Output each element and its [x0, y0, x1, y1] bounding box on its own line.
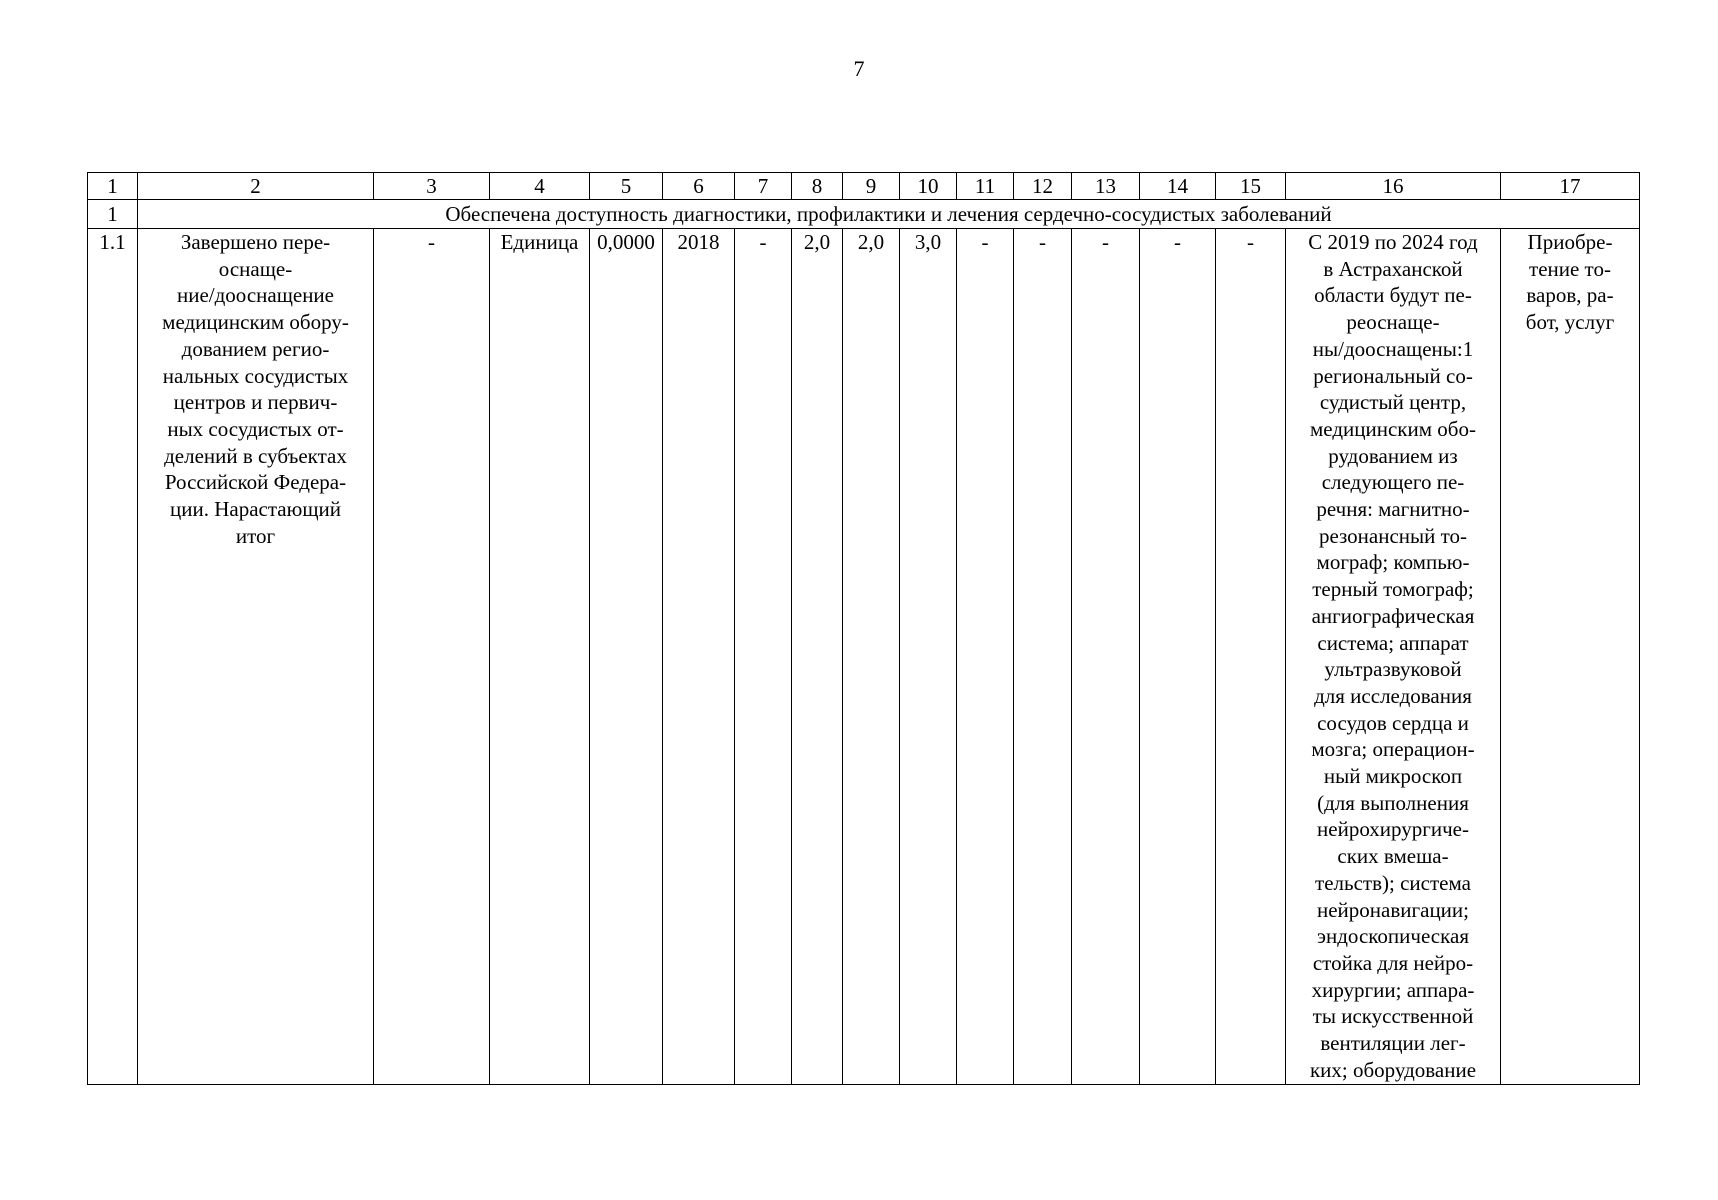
column-number-header: 2	[138, 173, 374, 200]
base-value-cell: 0,0000	[590, 229, 663, 1085]
column-number-header: 16	[1286, 173, 1501, 200]
column-number-header: 14	[1140, 173, 1216, 200]
column-number-header: 13	[1072, 173, 1140, 200]
cell-col-13: -	[1072, 229, 1140, 1085]
description-text: С 2019 по 2024 год в Астраханской области будут пе- реоснаще- ны/дооснащены:1 региональный со- судистый центр, медицинским обо- рудованием из следующего пе- речня: магнитно- резонансный то- мограф; компью- терный томограф; ангиографическая система; аппарат ультразвуковой для исследования сосудов сердца и мозга; операцион- ный микроскоп (для выполнения нейрохирургиче- ских вмеша- тельств); система нейронавигации; эндоскопическая стойка для нейро- хирургии; аппара- ты искусственной вентиляции лег- ких; оборудование	[1308, 230, 1478, 1082]
column-number-header: 8	[792, 173, 843, 200]
column-number-row	[88, 173, 1640, 200]
base-year-cell: 2018	[663, 229, 735, 1085]
column-number-header: 7	[735, 173, 792, 200]
section-number: 1	[88, 200, 138, 229]
cell-col-10: 3,0	[900, 229, 957, 1085]
cell-col-12: -	[1014, 229, 1072, 1085]
expense-type-text: Приобре- тение то- варов, ра- бот, услуг	[1525, 230, 1615, 335]
column-number-header: 17	[1501, 173, 1640, 200]
column-number-header: 12	[1014, 173, 1072, 200]
cell-col-7: -	[735, 229, 792, 1085]
cell-col-15: -	[1216, 229, 1286, 1085]
expense-type-cell	[1501, 229, 1640, 1085]
column-number-header: 1	[88, 173, 138, 200]
indicator-name-cell	[138, 229, 374, 1085]
description-cell	[1286, 229, 1501, 1085]
table-row	[88, 229, 1640, 1085]
page-number: 7	[853, 56, 865, 81]
column-number-header: 10	[900, 173, 957, 200]
unit-cell: Единица	[490, 229, 590, 1085]
cell-col-14: -	[1140, 229, 1216, 1085]
column-number-header: 4	[490, 173, 590, 200]
column-number-header: 6	[663, 173, 735, 200]
indicator-table	[87, 172, 1640, 1085]
column-number-header: 3	[374, 173, 490, 200]
section-row	[88, 200, 1640, 229]
cell-col-11: -	[957, 229, 1014, 1085]
column-number-header: 11	[957, 173, 1014, 200]
section-title: Обеспечена доступность диагностики, профилактики и лечения сердечно-сосудистых заболеваний	[138, 200, 1640, 229]
indicator-name: Завершено пере- оснаще- ние/дооснащение медицинским обору- дованием регио- нальных сосудистых центров и первич- ных сосудистых от- делений в субъектах Российской Федера- ции. Нарастающий итог	[162, 230, 349, 548]
row-number: 1.1	[88, 229, 138, 1085]
cell-col-8: 2,0	[792, 229, 843, 1085]
cell-col-9: 2,0	[843, 229, 900, 1085]
column-number-header: 5	[590, 173, 663, 200]
column-number-header: 9	[843, 173, 900, 200]
cell-col-3: -	[374, 229, 490, 1085]
column-number-header: 15	[1216, 173, 1286, 200]
